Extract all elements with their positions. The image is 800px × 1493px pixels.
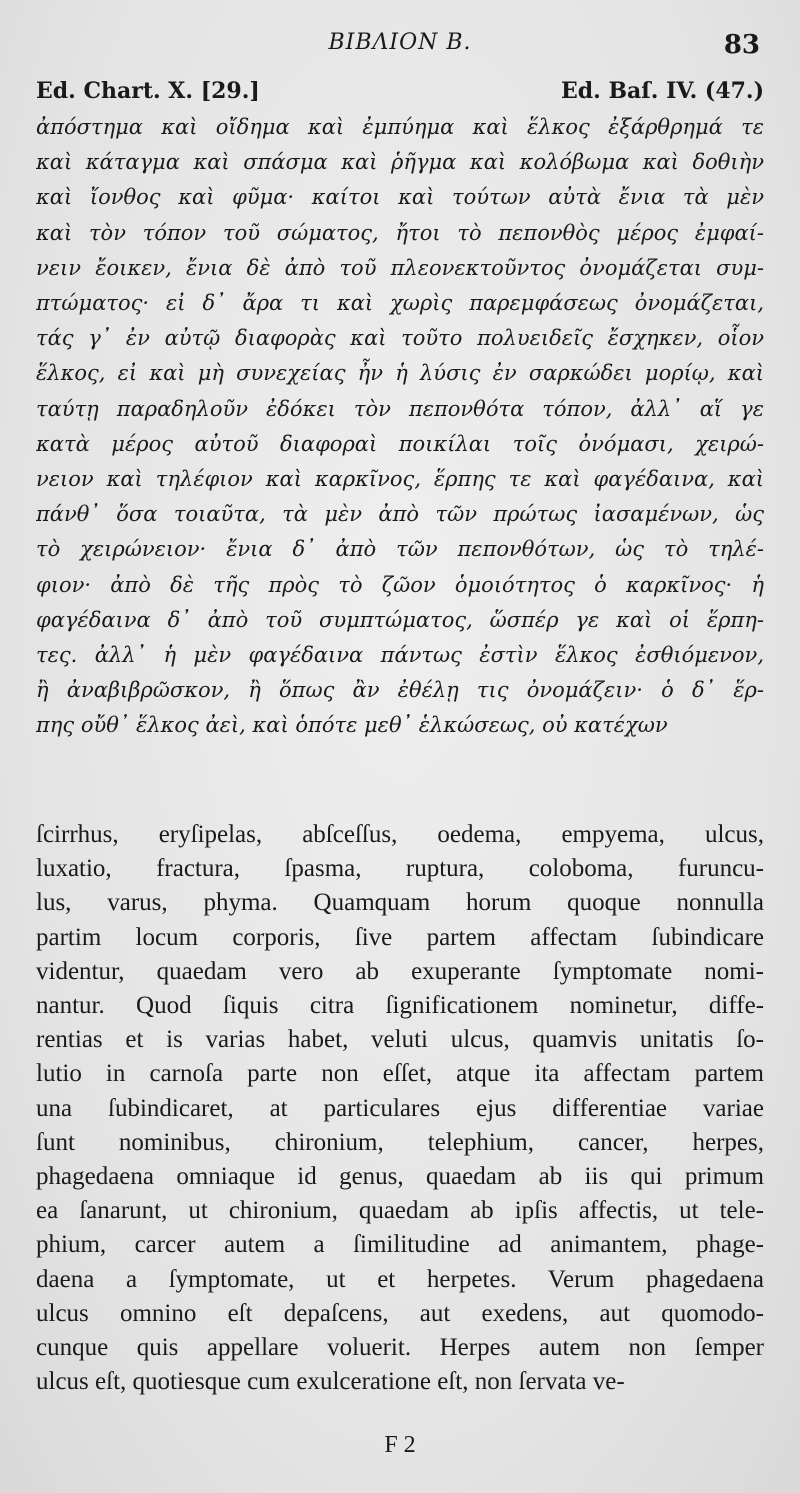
latin-text-line: una ſubindicaret, at particulares ejus differentiae variae xyxy=(36,1094,764,1122)
latin-text-block xyxy=(36,818,764,1399)
greek-text-line: ἢ ἀναβιβρῶσκον, ἢ ὅπως ἂν ἐθέλῃ τις ὀνομάζειν· ὁ δ᾽ ἕρ- xyxy=(36,678,764,703)
greek-text-block xyxy=(36,110,764,744)
latin-text-line: phium, carcer autem a ſimilitudine ad animantem, phage- xyxy=(36,1231,764,1259)
signature-mark: F 2 xyxy=(384,1432,416,1458)
latin-text-line: videntur, quaedam vero ab exuperante ſymptomate nomi- xyxy=(36,957,764,985)
greek-text-line: ἕλκος, εἰ καὶ μὴ συνεχείας ἦν ἡ λύσις ἐν σαρκώδει μορίῳ, καὶ xyxy=(36,361,764,386)
greek-text-line: τάς γ᾽ ἐν αὐτῷ διαφορὰς καὶ τοῦτο πολυειδεῖς ἔσχηκεν, οἷον xyxy=(36,326,764,351)
latin-text-line: ulcus omnino eſt depaſcens, aut exedens, aut quomodo- xyxy=(36,1299,764,1327)
latin-text-line: cunque quis appellare voluerit. Herpes autem non ſemper xyxy=(36,1334,764,1362)
greek-text-line: κατὰ μέρος αὐτοῦ διαφοραὶ ποικίλαι τοῖς ὀνόμασι, χειρώ- xyxy=(36,431,764,456)
latin-text-line: ſunt nominibus, chironium, telephium, cancer, herpes, xyxy=(36,1128,764,1156)
edition-reference-line xyxy=(36,78,764,106)
greek-text-line: ἀπόστημα καὶ οἴδημα καὶ ἐμπύημα καὶ ἕλκος ἐξάρθρημά τε xyxy=(36,115,764,139)
latin-text-line: lus, varus, phyma. Quamquam horum quoque nonnulla xyxy=(36,889,764,917)
greek-text-line: πης οὔθ᾽ ἕλκος ἀεὶ, καὶ ὁπότε μεθ᾽ ἑλκώσεως, οὐ κατέχων xyxy=(36,713,668,738)
latin-text-line: lutio in carnoſa parte non eſſet, atque ita affectam partem xyxy=(36,1060,764,1088)
greek-text-line: πάνθ᾽ ὅσα τοιαῦτα, τὰ μὲν ἀπὸ τῶν πρώτως ἰασαμένων, ὡς xyxy=(36,502,764,527)
edition-basel-reference: Ed. Baſ. IV. (47.) xyxy=(560,78,764,104)
latin-text-line: partim locum corporis, ſive partem affectam ſubindicare xyxy=(36,923,764,951)
greek-text-line: πτώματος· εἰ δ᾽ ἄρα τι καὶ χωρὶς παρεμφάσεως ὀνομάζεται, xyxy=(36,291,764,316)
greek-text-line: τὸ χειρώνειον· ἔνια δ᾽ ἀπὸ τῶν πεπονθότων, ὡς τὸ τηλέ- xyxy=(36,537,764,562)
running-head xyxy=(0,30,800,60)
latin-text-line: ſcirrhus, eryſipelas, abſceſſus, oedema, empyema, ulcus, xyxy=(36,821,764,848)
latin-text-line: daena a ſymptomate, ut et herpetes. Verum phagedaena xyxy=(36,1265,764,1293)
greek-text-line: καὶ κάταγμα καὶ σπάσμα καὶ ῥῆγμα καὶ κολόβωμα καὶ δοθιὴν xyxy=(36,150,764,175)
latin-text-line: nantur. Quod ſiquis citra ſignificationem nominetur, diffe- xyxy=(36,992,764,1020)
greek-text-line: νειν ἔοικεν, ἔνια δὲ ἀπὸ τοῦ πλεονεκτοῦντος ὀνομάζεται συμ- xyxy=(36,255,764,280)
latin-text-line: ulcus eſt, quotiesque cum exulceratione eſt, non ſervata ve- xyxy=(36,1368,625,1396)
greek-text-line: φαγέδαινα δ᾽ ἀπὸ τοῦ συμπτώματος, ὥσπέρ γε καὶ οἱ ἕρπη- xyxy=(36,607,764,632)
latin-text-line: luxatio, fractura, ſpasma, ruptura, coloboma, furuncu- xyxy=(36,855,764,883)
running-title: BIBΛΙΟΝ B. xyxy=(328,30,472,55)
greek-text-line: φιον· ἀπὸ δὲ τῆς πρὸς τὸ ζῶον ὁμοιότητος ὁ καρκῖνος· ἡ xyxy=(36,572,764,597)
greek-text-line: καὶ ἴονθος καὶ φῦμα· καίτοι καὶ τούτων αὐτὰ ἔνια τὰ μὲν xyxy=(36,185,764,210)
greek-text-line: νειον καὶ τηλέφιον καὶ καρκῖνος, ἕρπης τε καὶ φαγέδαινα, καὶ xyxy=(36,467,764,492)
greek-text-line: ταύτῃ παραδηλοῦν ἐδόκει τὸν πεπονθότα τόπον, ἀλλ᾽ αἵ γε xyxy=(36,396,764,421)
page-number: 83 xyxy=(723,30,760,60)
greek-text-line: καὶ τὸν τόπον τοῦ σώματος, ἤτοι τὸ πεπονθὸς μέρος ἐμφαί- xyxy=(36,220,764,245)
greek-text-line: τες. ἀλλ᾽ ἡ μὲν φαγέδαινα πάντως ἐστὶν ἕλκος ἐσθιόμενον, xyxy=(36,643,764,668)
latin-text-line: phagedaena omniaque id genus, quaedam ab iis qui primum xyxy=(36,1163,764,1191)
latin-text-line: rentias et is varias habet, veluti ulcus, quamvis unitatis ſo- xyxy=(36,1026,764,1054)
edition-chart-reference: Ed. Chart. X. [29.] xyxy=(36,78,260,104)
latin-text-line: ea ſanarunt, ut chironium, quaedam ab ipſis affectis, ut tele- xyxy=(36,1197,764,1225)
